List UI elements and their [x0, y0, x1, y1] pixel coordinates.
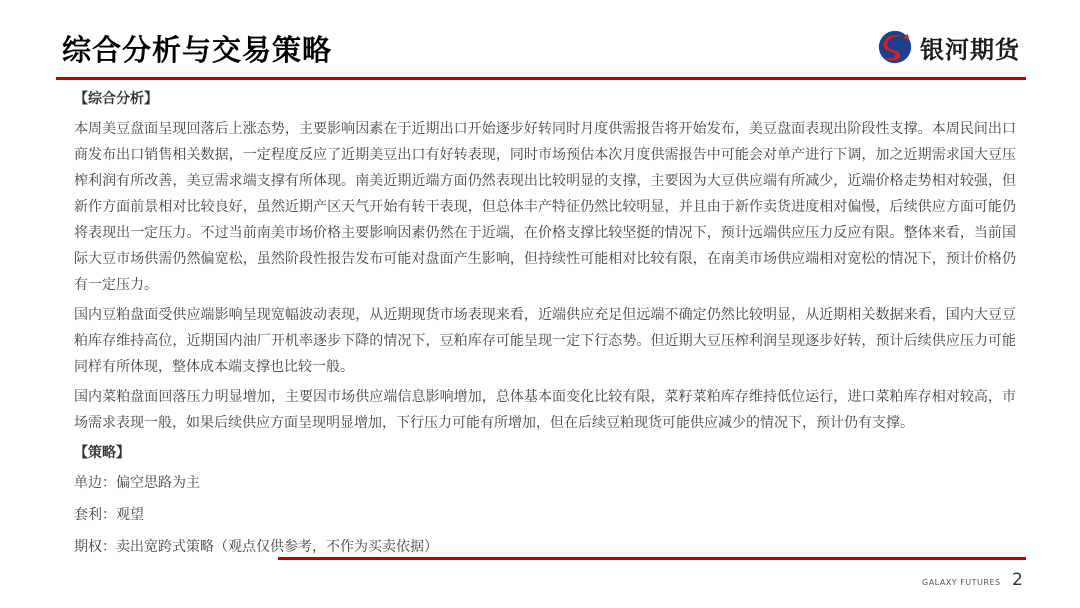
- logo-text: 银河期货: [920, 35, 1020, 64]
- galaxy-logo-icon: [876, 28, 914, 66]
- strategy-heading: 【策略】: [74, 445, 130, 461]
- analysis-heading: 【综合分析】: [74, 91, 158, 107]
- strategy-item-single: 单边：偏空思路为主: [74, 475, 200, 491]
- analysis-paragraph-soymeal-domestic: 国内豆粕盘面受供应端影响呈现宽幅波动表现，从近期现货市场表现来看，近端供应充足但远端不确定仍然比较明显，从近期相关数据来看，国内大豆豆粕库存维持高位，近期国内油厂开机率逐步下降的情况下，豆粕库存可能呈现一定下行态势。但近期大豆压榨利润呈现逐步好转，预计后续供应压力可能同样有所体现，整体成本端支撑也比较一般。: [74, 307, 1016, 375]
- page-number: 2: [1012, 570, 1023, 590]
- analysis-paragraph-rapeseed-meal: 国内菜粕盘面回落压力明显增加，主要因市场供应端信息影响增加，总体基本面变化比较有限，菜籽菜粕库存维持低位运行，进口菜粕库存相对较高，市场需求表现一般，如果后续供应方面呈现明显增加，下行压力可能有所增加，但在后续豆粕现货可能供应减少的情况下，预计仍有支撑。: [74, 389, 1016, 431]
- strategy-item-options: 期权：卖出宽跨式策略（观点仅供参考，不作为买卖依据）: [74, 539, 438, 555]
- footer-brand: GALAXY FUTURES: [922, 578, 1001, 587]
- analysis-paragraph-soybean-international: 本周美豆盘面呈现回落后上涨态势，主要影响因素在于近期出口开始逐步好转同时月度供需报告将开始发布，美豆盘面表现出阶段性支撑。本周民间出口商发布出口销售相关数据，一定程度反应了近期美豆出口有好转表现，同时市场预估本次月度供需报告中可能会对单产进行下调，加之近期需求国大豆压榨利润有所改善，美豆需求端支撑有所体现。南美近期近端方面仍然表现出比较明显的支撑，主要因为大豆供应端有所减少，近端价格走势相对较强，但新作方面前景相对比较良好，虽然近期产区天气开始有转干表现，但总体丰产特征仍然比较明显，并且由于新作卖货进度相对偏慢，后续供应方面可能仍将表现出一定压力。不过当前南美市场价格主要影响因素仍然在于近端，在价格支撑比较坚挺的情况下，预计远端供应压力反应有限。整体来看，当前国际大豆市场供需仍然偏宽松，虽然阶段性报告发布可能对盘面产生影响，但持续性可能相对比较有限，在南美市场供应端相对宽松的情况下，预计价格仍有一定压力。: [74, 121, 1016, 293]
- header-divider: [56, 77, 1026, 80]
- slide-title: 综合分析与交易策略: [62, 33, 333, 67]
- footer-divider: [278, 557, 1026, 560]
- strategy-item-arbitrage: 套利：观望: [74, 507, 144, 523]
- slide-content: [74, 86, 1016, 566]
- company-logo: [876, 28, 1020, 66]
